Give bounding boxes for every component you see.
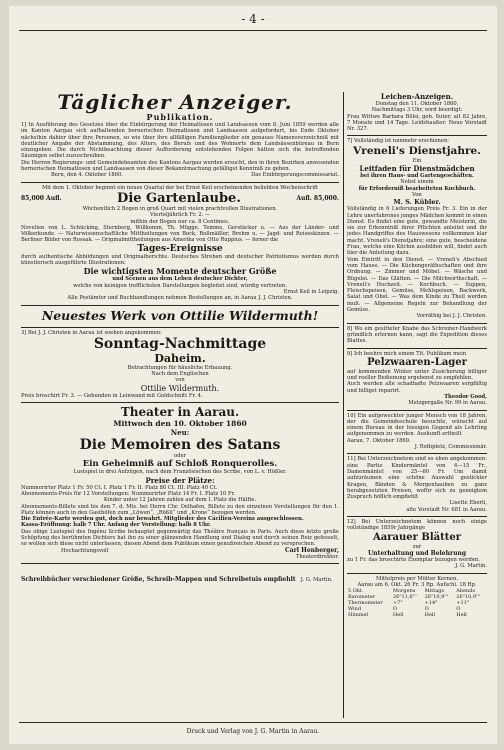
weather-header: 5 Okt. (348, 588, 364, 595)
weather-cell: O (424, 606, 429, 613)
sonntag-subtitle: Daheim. (154, 351, 206, 365)
ad10-block (347, 411, 487, 455)
publikation-notice (21, 110, 339, 183)
market-block (347, 574, 487, 619)
vreneli-contents: Vom Eintritt in den Dienst. — Vreneli's Abschied vom Hause. — Die Küchengeräthschaften und ihre Ordnung. — Zimmer und Möbel. — Wäsche und Bügelei. — Das Glätten. — Die Milchwirthschaft. — Vreneli's Hochzeit. — Kochbuch. — Suppen, Fleischspeisen, Gemüse, Mehlspeisen, Backwerk, Salat und Obst. — Was dem Kinde zu Theil werden muß. — Allgemeine Regeln zur Behandlung der Gemüse. (347, 256, 487, 314)
pelz-intro: 9] Ich beehre mich einem Tit. Publikum mein (347, 350, 467, 357)
schreib-ad (21, 564, 339, 585)
kalender-intro: 12] Bei Unterzeichnetem können noch einige vollständige 1859r Jahrgänge (347, 519, 487, 532)
gartenlaube-price: Vierteljährlich Fr. 2. — (149, 212, 210, 219)
theater-subplay: Ein Geheimniß auf Schloß Ronquerolles. (82, 459, 278, 470)
theater-prices3: Kinder unter 12 Jahren zahlen auf dem I. Platz die Hälfte. (103, 497, 257, 504)
publikation-body: 1] In Ausführung des Gesetzes über die Einbürgerung der Heimatlosen und Landsassen vom 8. Juni 1859 werden alle im Kanton Aargau sich aufhaltenden bernerischen Heimatlosen und Landsassen aufgefordert, bis Ende Oktober nächsthin dahier über ihre Personen, so wie über ihre allfälligen Familienglieder ein genaues Namensverzeichniß mit deutlicher Angabe der Abstammung, des Alters, des Berufs und des Wohnorts dem Landsässenbüreau in Bern einzugeben. Die durch Nichtbeachtung dieser Aufforderung entstehenden Folgen hätten sich die betreffenden Säumigen selbst zuzuschreiben. (21, 122, 339, 160)
gartenlaube-leben: und Scenen aus dem Leben deutscher Dichter, (112, 276, 248, 283)
theater-oder: oder (174, 453, 186, 460)
weather-cell: Barometer (348, 594, 376, 601)
theater-prices1: Nummerirter Platz 1 Fr. 50 Ct. I. Platz 1 Fr. II. Platz 80 Ct. III. Platz 40 Ct. (21, 484, 218, 491)
theater-note: Das obige Lustspiel des Ingénu Scribe behauptet gegenwärtig das Théâtre français in Paris. Auch diese letzte große Schöpfung des berühmten Dichters hat ihn zu einer glänzenden Handlung und Dialog und durch seinen Reiz gefesselt, so wollen sich diese nicht unterlassen, diesen Abend dem Publikum einen genußreichen Abend zu versprechen. (21, 528, 339, 548)
weather-cell: Wind (348, 606, 362, 613)
leichen-time: Nachmittags 3 Uhr, wird beerdigt: (371, 107, 463, 114)
kalender-desc: Unterhaltung und Belehrung (367, 549, 467, 557)
gartenlaube-orders: Alle Postämter und Buchhandlungen nehmen Bestellungen an, in Aarau J. J. Christen. (67, 295, 293, 302)
vreneli-sub1: Leitfaden für Dienstmädchen (359, 164, 475, 174)
vreneli-seller: Vorräthig bei J. J. Christen. (416, 313, 487, 320)
weather-cell: 26"10,9''' (456, 594, 481, 601)
gartenlaube-tagesereignisse: Tages-Ereignisse (137, 243, 223, 254)
publikation-date: Bern, den 4. Oktober 1860. (51, 172, 123, 179)
ad11-signer-addr: alte Vorstadt Nr. 681 in Aarau. (406, 506, 487, 513)
gartenlaube-ad (21, 183, 339, 306)
weather-cell: Hell (456, 612, 467, 619)
weather-cell: +14° (424, 600, 438, 607)
pelz-ad (347, 349, 487, 411)
theater-title: Theater in Aarau. (120, 405, 240, 420)
ad11-signer: Lisette Eberli, (449, 500, 487, 507)
kalender-seller: J. G. Martin. (455, 563, 487, 570)
ad11-text: 11] Bei Unterzeichnetem sind so eben angekommen: eine Partie Kindermäntel von 6—15 Fr., Damenmäntel von 25—60 Fr. Um damit aufzuräumen eine schöne Auswahl gestickter Kragen, Bänden & Morgenhauben zu ganz herabgesetzten Preisen, wofür sich zu geneigtem Zuspruch höflich empfiehlt (347, 456, 487, 501)
weather-cell: Hell (392, 612, 404, 619)
schreiner-text: 8] Wo ein gesitteter Knabe das Schreiner-Handwerk gründlich erlernen kann, sagt die Expedition dieses Blattes. (347, 325, 487, 345)
sonntag-from: Nach dem Englischen (151, 371, 209, 378)
ad10-date: Aarau, 7. Oktober 1860. (347, 437, 411, 444)
vreneli-author: M. S. Kübler. (393, 198, 441, 207)
theater-ad (21, 403, 339, 564)
vreneli-sub3: für Erforderniß bearbeiteten Kochbuch. (358, 185, 476, 192)
ad10-text: 10] Ein aufgeweckter junger Mensch von 18 Jahren, der die Gemeindeschule besuchte, wünscht auf einem Bureau in der hiesigen Gegend als Lehrling aufgenommen zu werden. Auskunft ertheilt (347, 412, 487, 438)
kalender-zur: zur (412, 543, 422, 550)
schreib-seller: J. G. Martin. (300, 577, 333, 584)
publikation-signature: Das Einbürgerungscommissariat. (251, 172, 339, 179)
masthead: Täglicher Anzeiger. (57, 90, 293, 114)
vreneli-von: Von (412, 191, 422, 198)
theater-prices4: Abonnements-Billete sind bis den 7. d. Mts. bei Herrn Chr. Oelhafen, Billete zu den einzelnen Vorstellungen für den 1. Platz können auch in den Gasthöfen zum „Löwen“, „Rößli“ und „Krone“ bezogen werden. (21, 503, 339, 516)
vreneli-ad (347, 136, 487, 323)
theater-director-title: Theaterdirektor. (295, 553, 339, 560)
publikation-heading: Publikation. (146, 112, 214, 122)
gartenlaube-weekly: Wöchentlich 2 Bogen in groß Quart mit vielen prachtvollen Illustrationen. (82, 205, 278, 212)
gartenlaube-contents: Novellen von L. Schücking, Sternberg, Willkomm, Th. Mügge, Temme, Gerstäcker u. — Aus der Länder- und Völkerkunde. — Naturwissenschaftliche Mittheilungen von Bock, Roßmäßler, Brehm u. — Jagd- und Reiseskizzen. — Berliner Bilder von Rossak. — Originalmittheilungen aus Amerika von Otto Ruppius. — ferner die (21, 224, 339, 244)
weather-cell: Hell (424, 612, 436, 619)
gartenlaube-intro: Mit dem 1. Oktober beginnt ein neues Quartal der bei Ernst Keil erscheinenden beliebten Wochenschrift (41, 184, 319, 191)
weather-cell: Himmel (348, 612, 368, 619)
right-column (347, 90, 487, 720)
gartenlaube-tages-desc: durch authentische Abbildungen und Originalberichte. Deutsches Streben und deutscher Patriotismus werden durch künstlerisch ausgeführte Illustrationen: (21, 253, 339, 267)
weather-header: Morgens (392, 588, 416, 595)
vreneli-intro: 7] Vollständig ist nunmehr erschienen: (347, 138, 450, 145)
pelz-text: auf kommenden Winter unter Zusicherung billiger und reeller Bedienung ergebenst zu empfehlen. (347, 368, 487, 382)
market-row0: Aarau am 6. Okt. 26 Fr. 3 Rp. Aufschl. 18 Rp. (357, 581, 477, 588)
weather-table (347, 588, 487, 618)
pelz-seller: Theodor Good, (444, 393, 487, 400)
sonntag-author-prefix: von (175, 377, 185, 384)
theater-date: Mittwoch den 10. Oktober 1860 (113, 419, 247, 429)
theater-desc: Lustspiel in drei Aufzügen, nach dem Französischen des Scribe, von L. v. Hößler. (73, 469, 287, 476)
leichen-text: Frau Wittwe Barbara Bölsi, geb. Suter; alt 82 Jahre, 7 Monate und 14 Tage. Leidshaußer: Neue Vorstadt Nr. 327. (347, 113, 487, 133)
weather-header: Abends (456, 588, 476, 595)
top-rule (19, 30, 487, 31)
gartenlaube-publisher: Ernst Keil in Leipzig. (283, 288, 339, 295)
schreib-line: Schreibbücher verschiedener Größe, Schreib-Mappen und Schreibetuis empfiehlt (21, 576, 296, 584)
leichen-date: Donstag den 11. Oktober 1860, (375, 101, 459, 107)
vreneli-text: Vollständig in 6 Lieferungen Preis Fr. 3. Ein in der Lehre unerfahrenes junges Mädchen kommt in einen Dienst. Es findet eine gute, gewandte Meisterin, die sie zur Erkenntniß ihrer Pflichten anleitet und ihr jedes Handgriffes des Hauswesens vollkommen klar macht. Vreneli's Dienstjahre; eine gute, bescheidene Frau, welche eine Köchin ausbilden will, findet auch hier die Anleitung dazu. (347, 206, 487, 257)
theater-prices2: Abonnements-Preis für 12 Vorstellungen: Nummerirter Platz 14 Fr. I. Platz 10 Fr. (21, 490, 236, 497)
weather-cell: 26"10,9''' (424, 594, 449, 601)
column-divider (343, 92, 344, 718)
leichen-heading: Leichen-Anzeigen. (380, 92, 454, 101)
gartenlaube-price-note: mithin der Bogen nur ca. 8 Centimes. (130, 218, 230, 225)
leichen-block (347, 90, 487, 136)
theater-entree: Die Entrée-Karte werden gut, doch nur bewahrt. Mitglieder des Cäcilien-Vereins ausgeschlossen. (21, 516, 304, 523)
kalender-title: Aarauer Blätter (373, 531, 461, 543)
kalender-ad (347, 517, 487, 573)
market-title: Mittelpreis per Mütter Kernen. (376, 575, 458, 582)
table-row (347, 612, 487, 618)
vreneli-title: Vreneli's Dienstjahre. (353, 144, 481, 157)
gartenlaube-aufl-left: 85,000 Aufl. (21, 194, 62, 202)
gartenlaube-momente: Die wichtigsten Momente deutscher Größe (83, 266, 277, 277)
sonntag-price: Preis broschirt Fr. 3. — Gebunden in Leinwand mit Goldschnitt Fr. 4. (21, 392, 203, 399)
sonntag-title: Sonntag-Nachmittage (93, 335, 267, 352)
weather-header: Mittags (424, 588, 445, 595)
gartenlaube-leben-note: welche von keinigen trefflichsten Darstellungen begleitet sind, würdig vertreten. (73, 282, 287, 289)
bottom-rule (19, 722, 487, 723)
theater-neu: Neu: (170, 428, 190, 438)
weather-cell: 26"11,6''' (392, 594, 417, 601)
kalender-price: zu 1 Fr. das broschirte Exemplar bezogen werden. (347, 556, 480, 563)
wildermuth-header-block (21, 306, 339, 328)
ad11-block (347, 454, 487, 517)
pelz-seller-addr: Metzgergaße Nr. 99 in Aarau. (408, 400, 487, 407)
publikation-body2: Die Herren Regierungs- und Gemeindebeamten des Kantons Aargau werden ersucht, den in ihren Bezirken anwesenden bernerischen Heimatlosen und Landsassen von dieser Bekanntmachung gefälligst Kenntniß zu geben. (21, 159, 339, 173)
sonntag-author: Ottilie Wildermuth. (140, 383, 220, 393)
vreneli-sub2: bei ihren Haus- und Gartengeschäften. (360, 173, 474, 180)
weather-cell: +11° (456, 600, 470, 607)
newspaper-page (9, 6, 497, 744)
theater-director: Carl Henberger, (284, 546, 339, 554)
pelz-text2: Auch werden alle schadhafte Pelzwaaren sorgfältig und billigst reparirt. (347, 381, 487, 394)
weather-cell: Thermometer (348, 600, 383, 607)
ad10-signer: J. Rothpletz, Commissionär. (414, 444, 487, 451)
weather-cell: O (392, 606, 397, 613)
imprint-footer: Druck und Verlag von J. G. Martin in Aarau. (186, 728, 320, 735)
vreneli-nebst: Nebst einem (400, 179, 434, 186)
page-number: - 4 - (241, 12, 265, 26)
theater-kasse: Kassa-Eröffnung: halb 7 Uhr. Anfang der Vorstellung: halb 8 Uhr. (21, 522, 211, 529)
weather-cell: O (456, 606, 461, 613)
gartenlaube-title: Die Gartenlaube. (117, 190, 241, 206)
left-column (21, 110, 339, 720)
weather-cell: +7° (392, 600, 403, 607)
wildermuth-header: Neuestes Werk von Ottilie Wildermuth! (41, 307, 319, 323)
schreiner-ad (347, 324, 487, 349)
theater-play: Die Memoiren des Satans (79, 437, 281, 454)
gartenlaube-aufl-right: Aufl. 85,000. (296, 194, 339, 202)
sonntag-ad (21, 328, 339, 403)
theater-regards: Hochachtungsvoll (61, 547, 109, 554)
vreneli-ein: Ein (412, 157, 422, 164)
pelz-title: Pelzwaaren-Lager (367, 356, 467, 368)
sonntag-desc: Betrachtungen für häusliche Erbauung. (127, 364, 233, 371)
sonntag-intro: 3] Bei J. J. Christen in Aarau ist soeben angekommen: (21, 329, 162, 336)
theater-prices-heading: Preise der Plätze: (145, 475, 215, 485)
